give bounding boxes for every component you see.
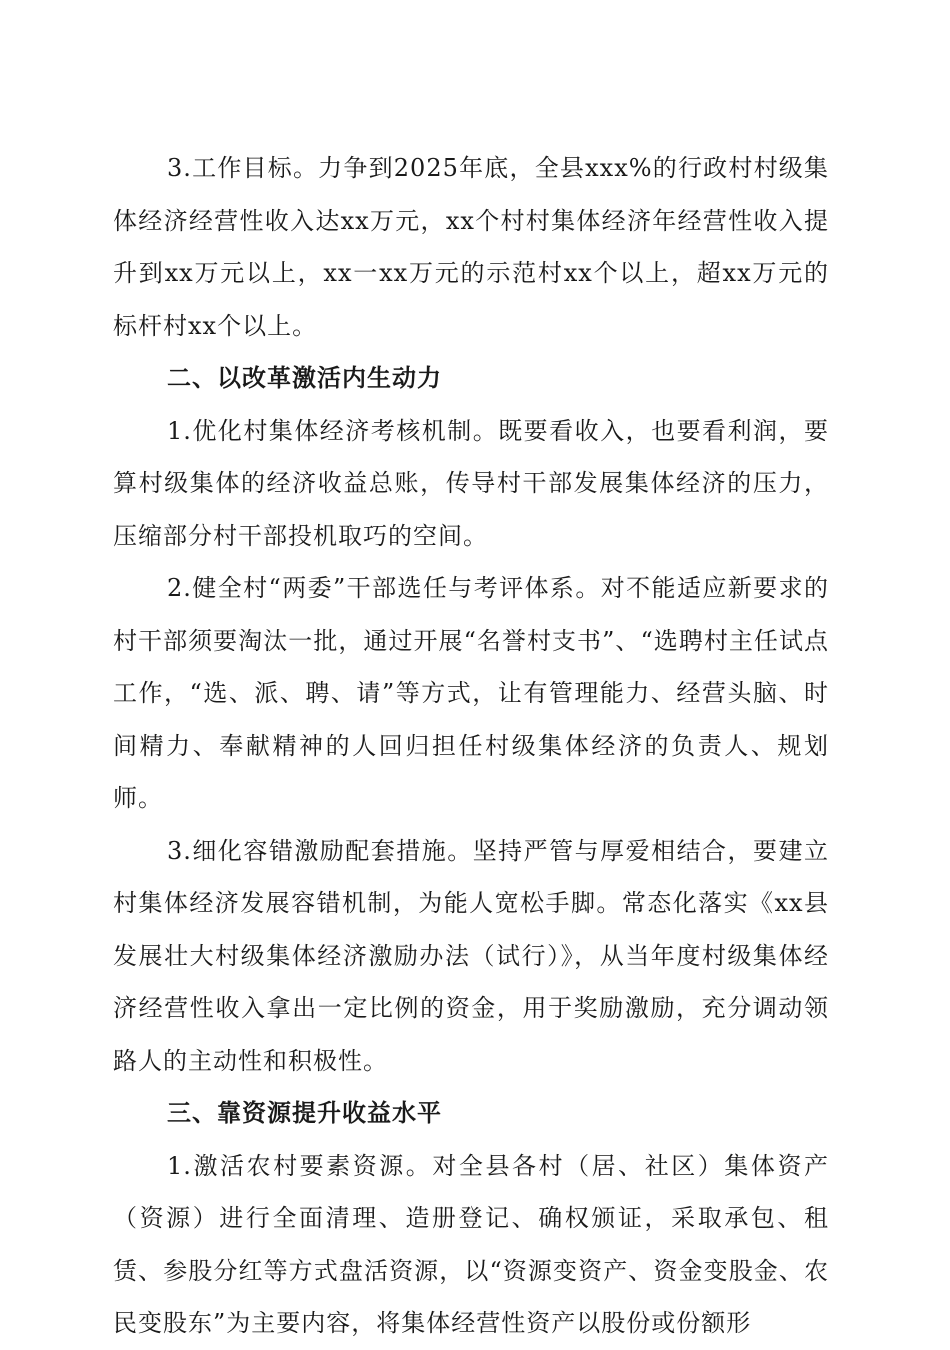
- section-heading-resources: 三、靠资源提升收益水平: [167, 1099, 442, 1127]
- paragraph-assessment-mechanism: 1.优化村集体经济考核机制。既要看收入，也要看利润，要算村级集体的经济收益总账，传导村干部发展集体经济的压力，压缩部分村干部投机取巧的空间。: [113, 416, 829, 550]
- paragraph-fault-tolerance: 3.细化容错激励配套措施。坚持严管与厚爱相结合，要建立村集体经济发展容错机制，为能人宽松手脚。常态化落实《xx县发展壮大村级集体经济激励办法（试行）》，从当年度村级集体经济经营性收入拿出一定比例的资金，用于奖励激励，充分调动领路人的主动性和积极性。: [113, 836, 829, 1075]
- paragraph-activate-resources: 1.激活农村要素资源。对全县各村（居、社区）集体资产（资源）进行全面清理、造册登记、确权颁证，采取承包、租赁、参股分红等方式盘活资源，以“资源变资产、资金变股金、农民变股东”为主要内容，将集体经营性资产以股份或份额形: [113, 1151, 829, 1337]
- paragraph-work-target: 3.工作目标。力争到2025年底，全县xxx%的行政村村级集体经济经营性收入达xx万元，xx个村村集体经济年经营性收入提升到xx万元以上，xx一xx万元的示范村xx个以上，超xx万元的标杆村xx个以上。: [113, 154, 829, 340]
- paragraph-cadre-selection: 2.健全村“两委”干部选任与考评体系。对不能适应新要求的村干部须要淘汰一批，通过开展“名誉村支书”、“选聘村主任试点工作，“选、派、聘、请”等方式，让有管理能力、经营头脑、时间精力、奉献精神的人回归担任村级集体经济的负责人、规划师。: [113, 574, 829, 812]
- section-heading-reform: 二、以改革激活内生动力: [167, 364, 442, 392]
- document-body: [113, 142, 829, 1350]
